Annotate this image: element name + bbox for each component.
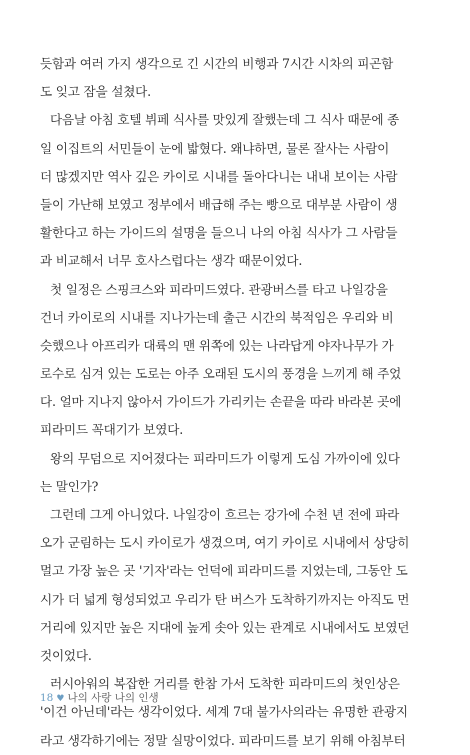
text-line: 왕의 무덤으로 지어졌다는 피라미드가 이렇게 도심 가까이에 있다: [50, 450, 400, 466]
text-line: 일 이집트의 서민들이 눈에 밟혔다. 왜냐하면, 물론 잘사는 사람이: [40, 140, 390, 156]
text-line: 라고 생각하기에는 정말 실망이었다. 피라미드를 보기 위해 아침부터: [40, 732, 406, 748]
text-line: 더 많겠지만 역사 깊은 카이로 시내를 돌아다니는 내내 보이는 사람: [40, 168, 398, 184]
text-line: 건너 카이로의 시내를 지나가는데 출근 시간의 북적임은 우리와 비: [40, 309, 394, 325]
text-line: 듯함과 여러 가지 생각으로 긴 시간의 비행과 7시간 시차의 피곤함: [40, 56, 394, 71]
text-line: 슷했으나 아프리카 대륙의 맨 위쪽에 있는 나라답게 야자나무가 가: [40, 337, 394, 353]
text-line: 멀고 가장 높은 곳 '기자'라는 언덕에 피라미드를 지었는데, 그동안 도: [40, 563, 408, 579]
text-line: 다. 얼마 지나지 않아서 가이드가 가리키는 손끝을 따라 바라본 곳에: [40, 394, 402, 410]
text-line: 그런데 그게 아니었다. 나일강이 흐르는 강가에 수천 년 전에 파라: [50, 507, 400, 522]
text-line: 로수로 심겨 있는 도로는 아주 오래된 도시의 풍경을 느끼게 해 주었: [40, 366, 402, 382]
page-number: 18: [40, 692, 54, 704]
text-line: 오가 군림하는 도시 카이로가 생겼으며, 여기 카이로 시내에서 상당히: [40, 535, 410, 551]
text-line: 것이었다.: [40, 647, 92, 663]
text-line: 들이 가난해 보였고 정부에서 배급해 주는 빵으로 대부분 사람이 생: [40, 196, 398, 212]
text-line: 과 비교해서 너무 호사스럽다는 생각 때문이었다.: [40, 253, 303, 269]
text-line: '이건 아닌데'라는 생각이었다. 세계 7대 불가사의라는 유명한 관광지: [40, 704, 408, 720]
text-line: 다음날 아침 호텔 뷔페 식사를 맛있게 잘했는데 그 식사 때문에 종: [50, 112, 400, 128]
text-line: 러시아워의 복잡한 거리를 한참 가서 도착한 피라미드의 첫인상은: [50, 676, 400, 692]
text-line: 피라미드 꼭대기가 보였다.: [40, 422, 184, 438]
text-line: 는 말인가?: [40, 478, 99, 494]
body-text: [40, 50, 432, 755]
page-footer: [40, 690, 159, 705]
text-line: 도 잊고 잠을 설쳤다.: [40, 84, 151, 100]
text-line: 거리에 있지만 높은 지대에 높게 솟아 있는 관계로 시내에서도 보였던: [40, 619, 410, 635]
heart-icon: ♥: [56, 694, 65, 704]
text-line: 첫 일정은 스핑크스와 피라미드였다. 관광버스를 타고 나일강을: [50, 281, 388, 297]
book-title: 나의 사랑 나의 인생: [67, 692, 159, 704]
text-line: 시가 더 넓게 형성되었고 우리가 탄 버스가 도착하기까지는 아직도 먼: [40, 591, 410, 607]
text-line: 활한다고 하는 가이드의 설명을 들으니 나의 아침 식사가 그 사람들: [40, 225, 398, 241]
